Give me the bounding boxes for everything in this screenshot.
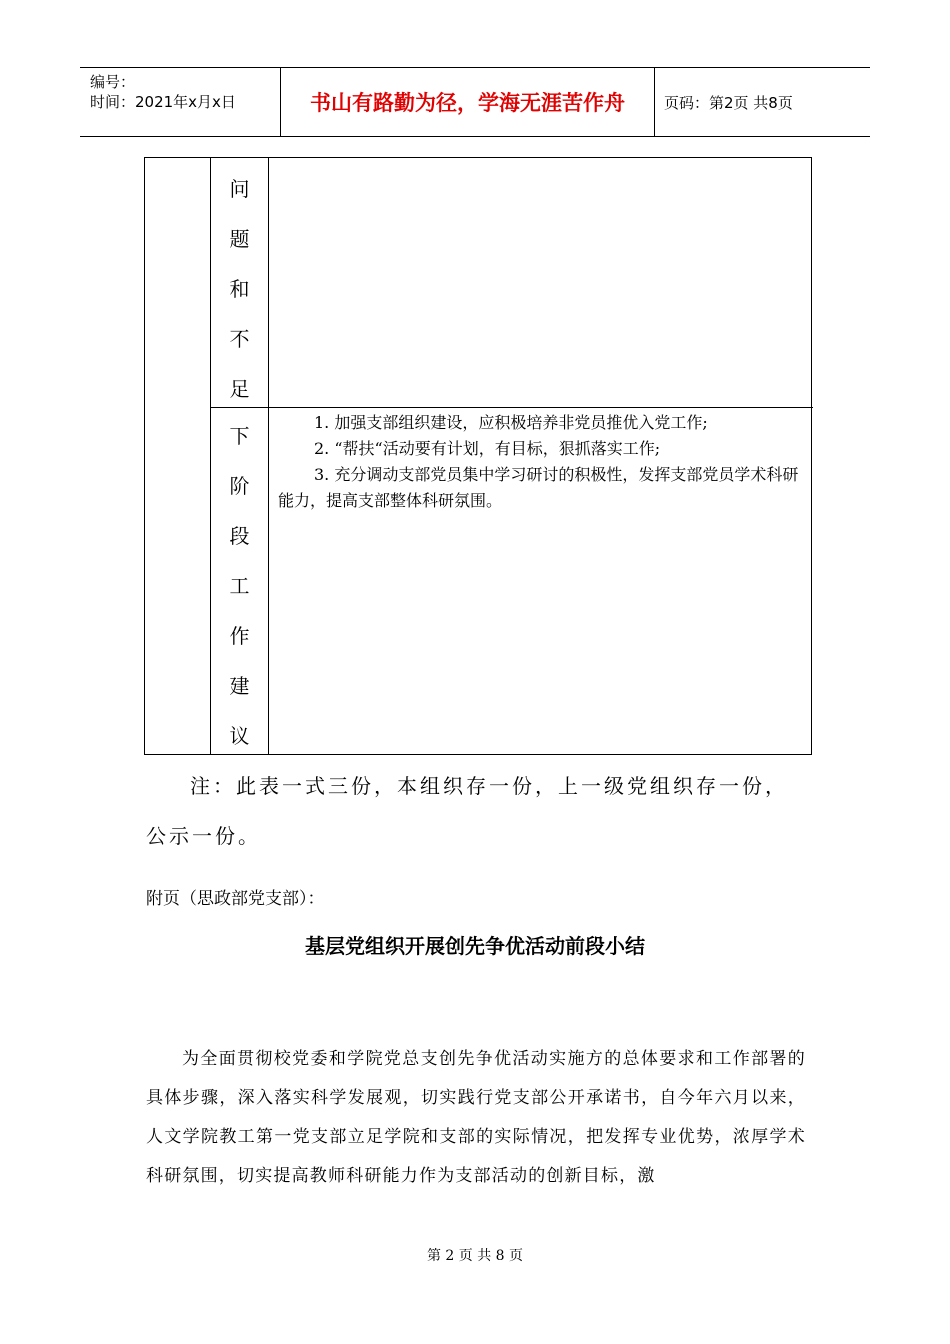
table-divider — [268, 158, 269, 754]
summary-table — [144, 157, 812, 755]
page-footer: 第 2 页 共 8 页 — [426, 1248, 524, 1264]
label-char: 和 — [229, 277, 250, 301]
suggestion-item: 2. “帮扶“活动要有计划，有目标，狠抓落实工作; — [314, 439, 661, 458]
suggestion-item: 1. 加强支部组织建设，应积极培养非党员推优入党工作; — [314, 413, 708, 432]
row-label-problems — [211, 164, 268, 414]
time-label: 时间：2021年x月x日 — [90, 93, 236, 111]
label-char: 不 — [229, 327, 250, 351]
label-char: 段 — [229, 524, 250, 548]
suggestions-content — [278, 410, 806, 514]
number-label: 编号： — [90, 73, 136, 91]
label-char: 问 — [229, 177, 250, 201]
header-motto: 书山有路勤为径，学海无涯苦作舟 — [310, 91, 625, 115]
label-char: 足 — [229, 377, 250, 401]
header-divider — [654, 68, 655, 136]
header-page-info: 页码：第2页 共8页 — [664, 93, 793, 112]
label-char: 题 — [229, 227, 250, 251]
label-char: 下 — [229, 424, 250, 448]
note-line: 注：此表一式三份，本组织存一份，上一级党组织存一份， — [190, 774, 788, 798]
section-title: 基层党组织开展创先争优活动前段小结 — [305, 934, 645, 958]
header-meta — [90, 72, 280, 112]
label-char: 议 — [229, 724, 250, 748]
paragraph: 为全面贯彻校党委和学院党总支创先争优活动实施方的总体要求和工作部署的具体步骤，深入落实科学发展观，切实践行党支部公开承诺书，自今年六月以来，人文学院教工第一党支部立足学院和支部的实际情况，把发挥专业优势，浓厚学术科研氛围，切实提高教师科研能力作为支部活动的创新目标，激 — [146, 1049, 806, 1186]
page-header — [80, 67, 870, 137]
label-char: 建 — [229, 674, 250, 698]
table-row-divider — [210, 407, 813, 408]
label-char: 工 — [229, 574, 250, 598]
label-char: 阶 — [229, 474, 250, 498]
label-char: 作 — [229, 624, 250, 648]
body-text — [146, 1040, 806, 1196]
attachment-label: 附页（思政部党支部）： — [146, 889, 325, 909]
note-line: 公示一份。 — [146, 824, 261, 848]
row-label-suggestions — [211, 411, 268, 761]
suggestion-item: 3. 充分调动支部党员集中学习研讨的积极性，发挥支部党员学术科研能力，提高支部整体科研氛围。 — [278, 465, 799, 510]
